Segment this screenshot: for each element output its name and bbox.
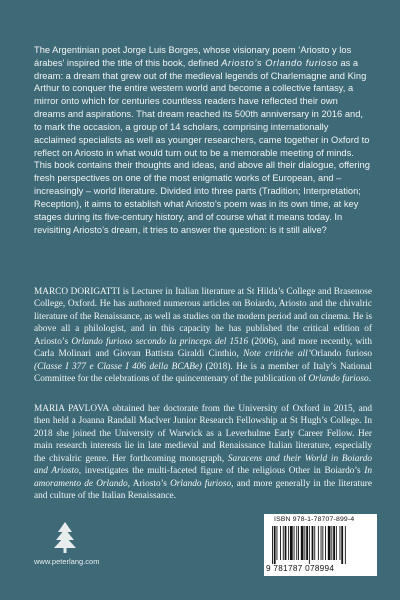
bio-text: , Ariosto’s xyxy=(127,478,171,489)
bio-text: , investigates the multi-faceted figure of the religious Other in Boiardo’s xyxy=(78,466,365,477)
publisher-logo xyxy=(34,520,104,566)
barcode-icon xyxy=(270,526,371,564)
bio-italic: Note critiche all’ xyxy=(243,349,311,360)
bio-text: . xyxy=(368,374,371,385)
bio-italic: Orlando furioso xyxy=(308,374,369,385)
blurb-text-1: The Argentinian poet Jorge Luis Borges, whose visionary poem ‘Ariosto y los árabes’ inspired the title of this book, defined xyxy=(34,45,352,68)
isbn-barcode xyxy=(264,514,377,576)
bio-text: Orlando furioso xyxy=(310,349,373,360)
author-bio-pavlova xyxy=(34,403,372,503)
bio-text: MARIA PAVLOVA obtained her doctorate from the University of Oxford in 2015, and then held a Joanna Randall MacIver Junior Research Fellowship at St Hugh’s College. In 2018 she joined the University of Warwick as a Leverhulme Early Career Fellow. Her main research interests lie in late medieval and Renaissance Italian literature, especially the chivalric genre. Her forthcoming monograph, xyxy=(34,404,372,464)
author-bio-dorigatti xyxy=(34,286,372,386)
barcode-digits: 9 781787 078994 xyxy=(266,564,335,573)
blurb-title-italic: Ariosto’s Orlando furioso xyxy=(221,57,338,68)
bio-italic: Orlando furioso secondo la princeps del 1516 xyxy=(71,336,249,347)
bio-italic: Saracens and their World in Boiardo and Ariosto xyxy=(34,453,372,477)
peter-lang-tree-logo-icon xyxy=(52,520,78,554)
bio-text: (2018). He is a member of Italy’s National Committee for the celebrations of the quincentenary of the publication of xyxy=(34,361,372,385)
bio-italic: (Classe I 377 e Classe I 406 della BCABe) xyxy=(34,361,203,372)
bio-italic: In amoramento de Orlando xyxy=(34,466,372,489)
isbn-label: ISBN 978-1-78707-899-4 xyxy=(274,516,355,523)
book-blurb xyxy=(34,44,370,236)
publisher-url[interactable]: www.peterlang.com xyxy=(34,557,100,566)
bio-text: , and more generally in the literature and culture of the Italian Renaissance. xyxy=(34,478,372,502)
bio-text: (2006), and more recently, with Carla Molinari and Giovan Battista Giraldi Cinthio, xyxy=(34,336,372,360)
bio-italic: Orlando furioso xyxy=(170,478,232,489)
blurb-text-2: as a dream: a dream that grew out of the medieval legends of Charlemagne and King Arthur to conquer the entire western world and become a collective fantasy, a mirror onto which for centuries countless readers have reflected their own dreams and aspirations. That dream reached its 500th anniversary in 2016 and, to mark the occasion, a group of 14 scholars, comprising internationally acclaimed specialists as well as younger researchers, came together in Oxford to reflect on Ariosto in what would turn out to be a memorable meeting of minds. This book contains their thoughts and ideas, and above all their dialogue, offering fresh perspectives on one of the most enigmatic works of European, and – increasingly – world literature. Divided into three parts (Tradition; Interpretation; Reception), it aims to establish what Ariosto’s poem was in its own time, at key stages during its five-century history, and of course what it means today. In revisiting Ariosto’s dream, it tries to answer the question: is it still alive? xyxy=(34,57,370,235)
bio-text: MARCO DORIGATTI is Lecturer in Italian literature at St Hilda’s College and Brasenose College, Oxford. He has authored numerous articles on Boiardo, Ariosto and the chivalric literature of the Renaissance, as well as studies on the modern period and on cinema. He is above all a philologist, and in this capacity he has published the critical edition of Ariosto’s xyxy=(34,287,372,347)
